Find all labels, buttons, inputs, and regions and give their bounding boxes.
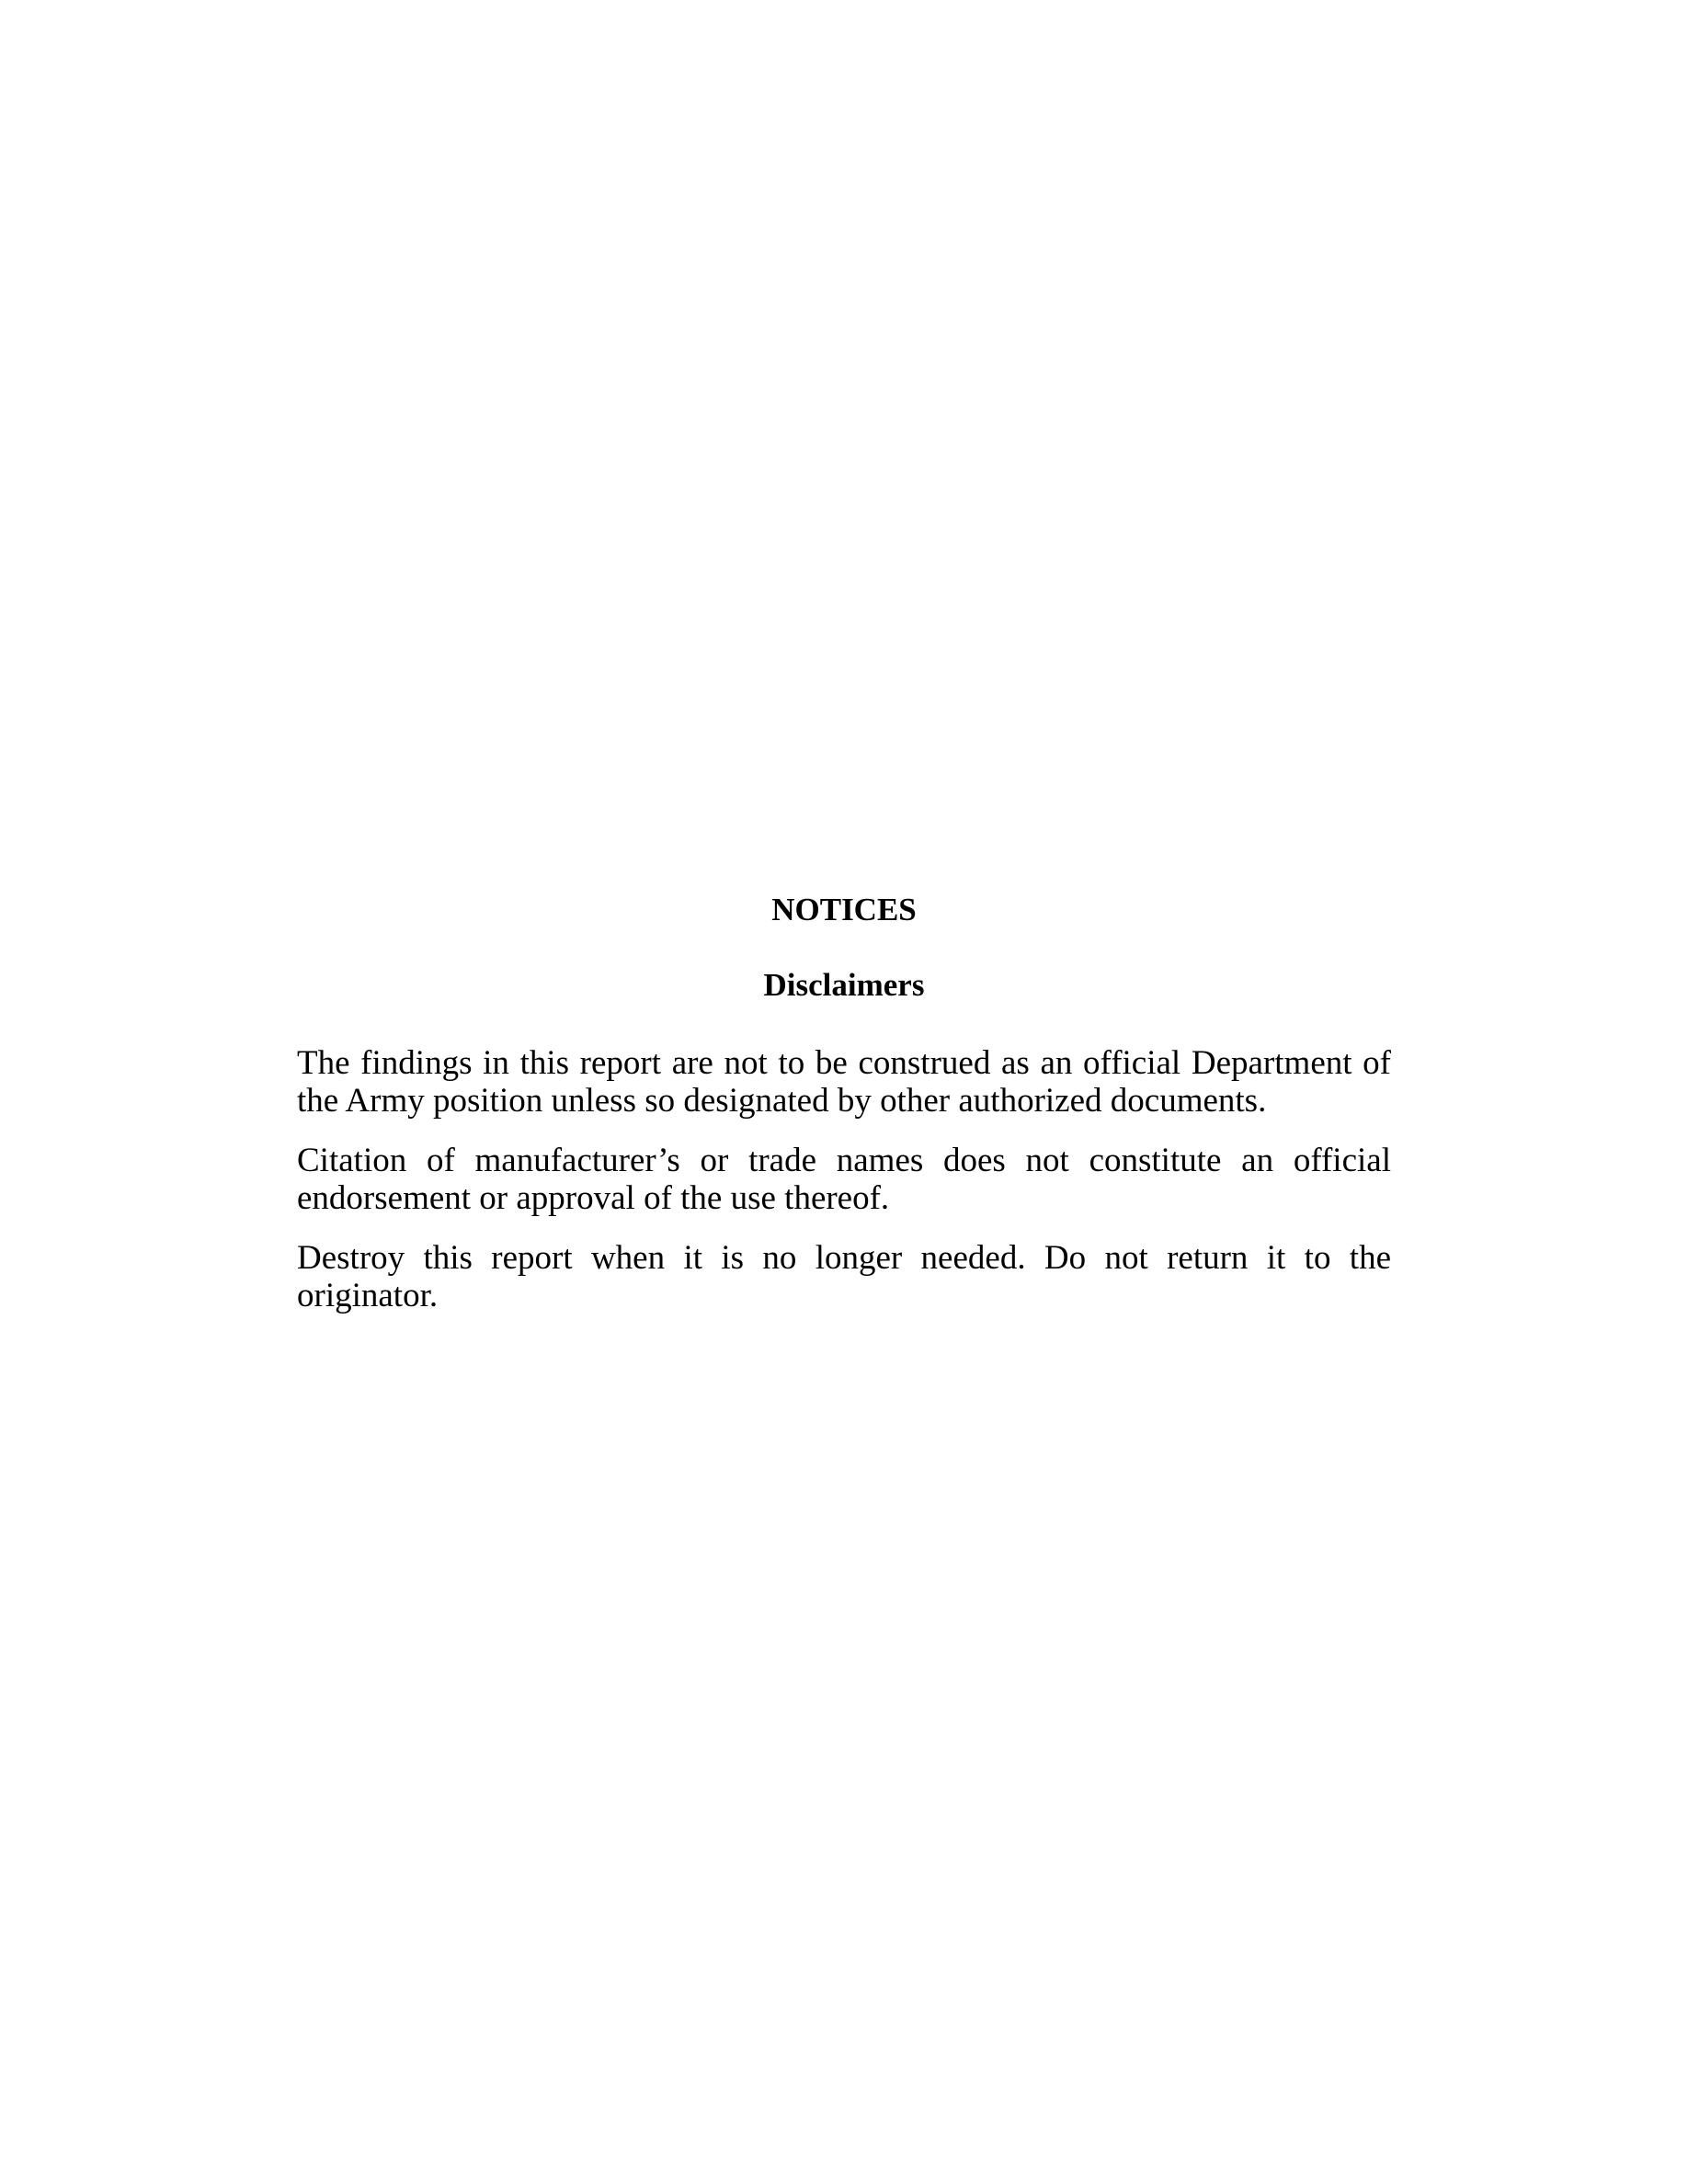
disclaimer-list: [297, 1044, 1391, 1314]
disclaimers-heading: Disclaimers: [763, 967, 925, 1003]
disclaimer-paragraph-destroy-report: Destroy this report when it is no longer needed. Do not return it to the originator.: [297, 1239, 1391, 1314]
disclaimer-paragraph-army-position: The findings in this report are not to be construed as an official Department of the Army position unless so designated by other authorized documents.: [297, 1044, 1391, 1120]
disclaimer-paragraph-trade-names: Citation of manufacturer’s or trade names does not constitute an official endorsement or approval of the use thereof.: [297, 1142, 1391, 1217]
notices-section: [297, 892, 1391, 1337]
notices-heading: NOTICES: [771, 892, 917, 927]
